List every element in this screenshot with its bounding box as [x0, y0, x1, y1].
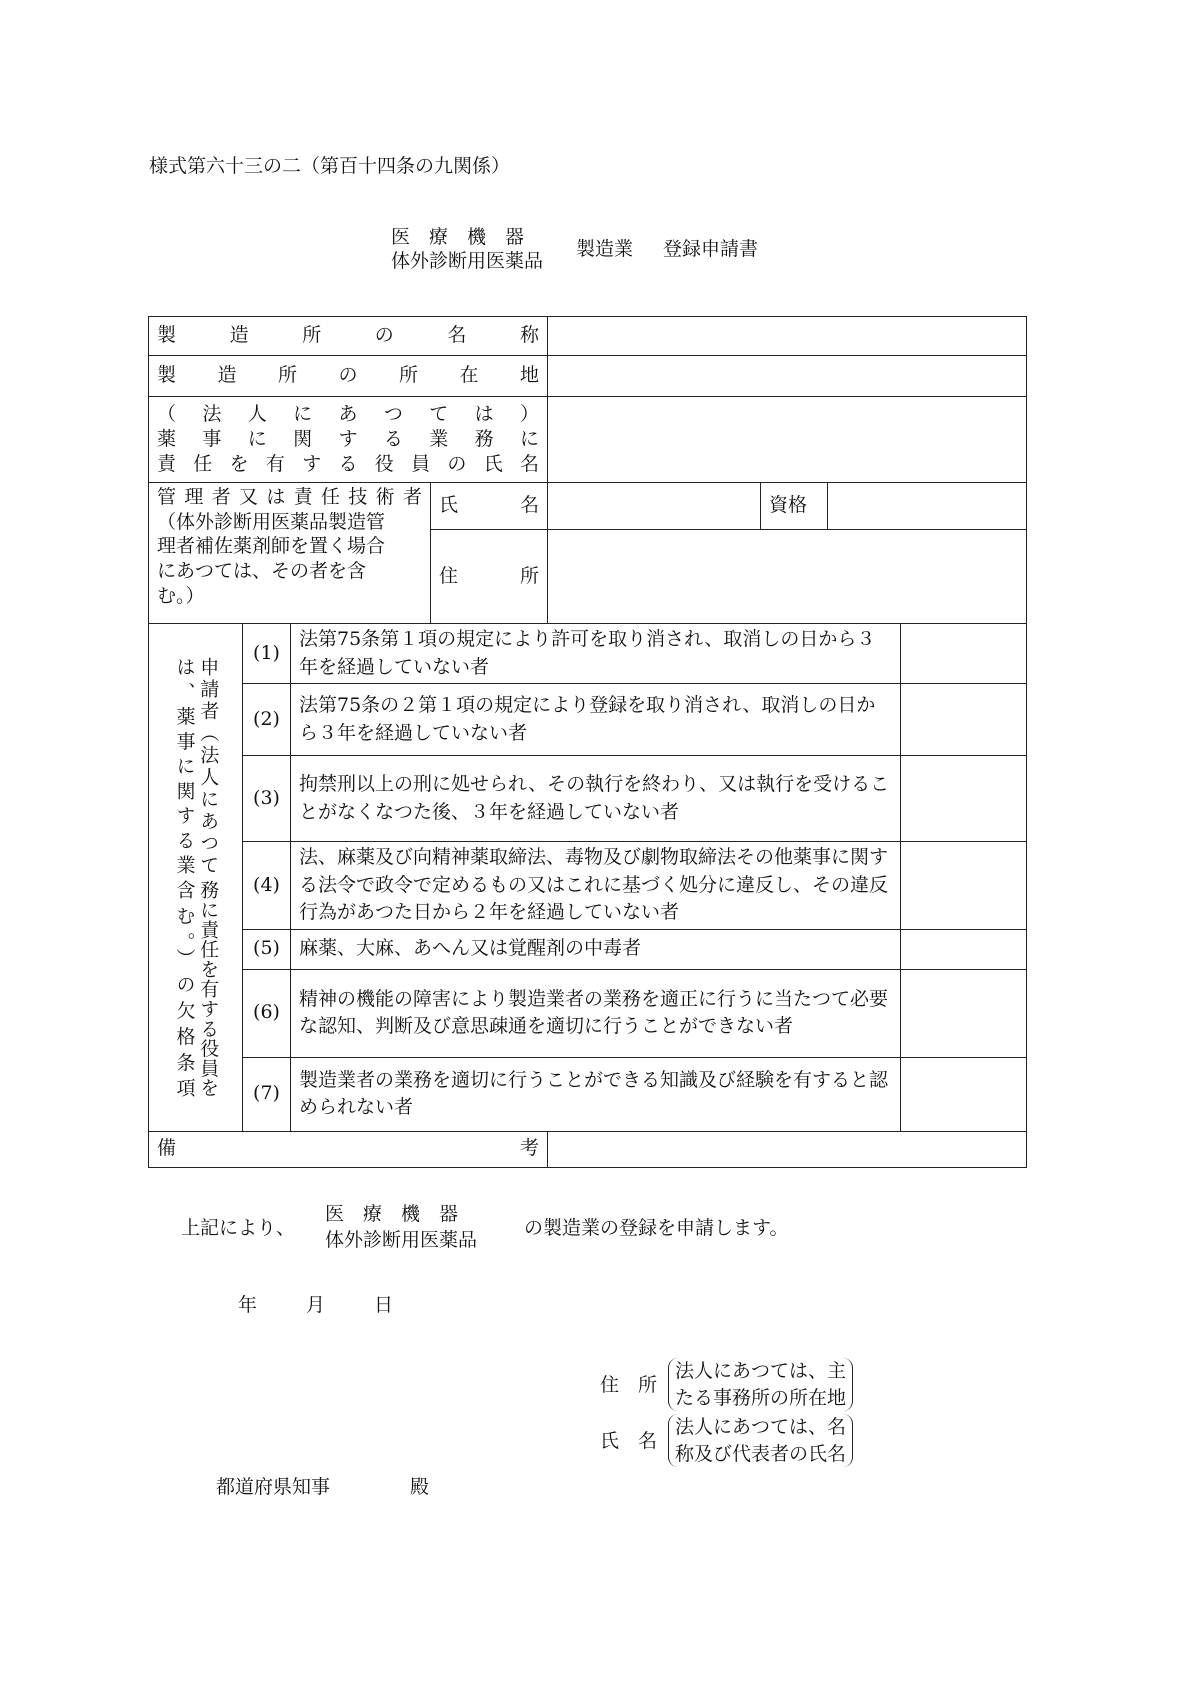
manager-label: [149, 483, 431, 624]
item-answer-field[interactable]: [901, 842, 1027, 930]
officer-label-line: 薬事に関する業務に: [157, 428, 540, 451]
qualification-label: 資格: [761, 483, 828, 530]
officer-label-line: （法人にあつては）: [157, 403, 540, 426]
title-option-ivd: 体外診断用医薬品: [391, 250, 544, 272]
declaration-option-medical-device: 医 療 機 器: [325, 1203, 459, 1225]
item-answer-field[interactable]: [901, 684, 1027, 756]
manager-name-field[interactable]: [548, 483, 761, 530]
officer-label: [149, 397, 548, 483]
declaration-prefix: 上記により、: [181, 1217, 296, 1239]
title-manufacturing: 製造業: [576, 238, 634, 260]
manager-label-line: む。）: [157, 584, 205, 607]
disqualification-label-line: 申請者（法人にあつては、薬事に関する業: [173, 657, 220, 875]
manager-label-line: （体外診断用医薬品製造管: [157, 510, 386, 533]
application-table: [148, 316, 1027, 1168]
manager-name-label: 氏名: [431, 483, 548, 530]
item-text: 麻薬、大麻、あへん又は覚醒剤の中毒者: [291, 929, 901, 969]
qualification-field[interactable]: [828, 483, 1027, 530]
date-year: 年: [238, 1294, 258, 1316]
item-number: (3): [243, 756, 291, 842]
remarks-field[interactable]: [548, 1131, 1027, 1167]
applicant-address-note: [668, 1358, 853, 1411]
item-number: (2): [243, 684, 291, 756]
declaration-suffix: の製造業の登録を申請します。: [524, 1217, 789, 1239]
manager-address-label: 住所: [431, 530, 548, 624]
facility-address-field[interactable]: [548, 356, 1027, 397]
item-text: 精神の機能の障害により製造業者の業務を適正に行うに当たつて必要な認知、判断及び意思疎通を適切に行うことができない者: [291, 969, 901, 1057]
addressee-title: 都道府県知事: [216, 1476, 331, 1498]
applicant-address-note-line: たる事務所の所在地: [675, 1386, 847, 1409]
facility-name-field[interactable]: [548, 317, 1027, 356]
item-answer-field[interactable]: [901, 929, 1027, 969]
item-answer-field[interactable]: [901, 624, 1027, 684]
disqualification-label-line: 務に責任を有する役員を含む。）の欠格条項: [173, 880, 220, 1098]
applicant-name-note: [668, 1414, 853, 1467]
officer-name-field[interactable]: [548, 397, 1027, 483]
date-day: 日: [374, 1294, 394, 1316]
disqualification-label: [149, 624, 243, 1132]
applicant-name-note-line: 法人にあつては、名: [675, 1416, 847, 1438]
title-registration-application: 登録申請書: [663, 238, 759, 260]
item-answer-field[interactable]: [901, 756, 1027, 842]
item-answer-field[interactable]: [901, 969, 1027, 1057]
officer-label-line: 責任を有する役員の氏名: [157, 452, 540, 475]
item-answer-field[interactable]: [901, 1057, 1027, 1131]
item-text: 法第75条第１項の規定により許可を取り消され、取消しの日から３年を経過していない者: [291, 624, 901, 684]
item-number: (6): [243, 969, 291, 1057]
manager-address-field[interactable]: [548, 530, 1027, 624]
item-text: 法第75条の２第１項の規定により登録を取り消され、取消しの日から３年を経過していない者: [291, 684, 901, 756]
item-text: 法、麻薬及び向精神薬取締法、毒物及び劇物取締法その他薬事に関する法令で政令で定めるもの又はこれに基づく処分に違反し、その違反行為があつた日から２年を経過していない者: [291, 842, 901, 930]
facility-name-label: 製造所の名称: [149, 317, 548, 356]
form-number: 様式第六十三の二（第百十四条の九関係）: [149, 155, 511, 177]
title-option-medical-device: 医 療 機 器: [391, 226, 525, 248]
declaration-option-ivd: 体外診断用医薬品: [325, 1229, 478, 1251]
item-text: 拘禁刑以上の刑に処せられ、その執行を終わり、又は執行を受けることがなくなつた後、３年を経過していない者: [291, 756, 901, 842]
manager-label-line: 管理者又は責任技術者: [157, 486, 422, 508]
applicant-name-label: 氏 名: [600, 1430, 658, 1452]
item-number: (5): [243, 929, 291, 969]
item-text: 製造業者の業務を適切に行うことができる知識及び経験を有すると認められない者: [291, 1057, 901, 1131]
item-number: (7): [243, 1057, 291, 1131]
date-month: 月: [306, 1294, 326, 1316]
facility-address-label: 製造所の所在地: [149, 356, 548, 397]
applicant-address-label: 住 所: [600, 1374, 658, 1396]
item-number: (1): [243, 624, 291, 684]
manager-label-line: にあつては、その者を含: [157, 560, 367, 583]
addressee-honorific: 殿: [410, 1476, 430, 1498]
applicant-name-note-line: 称及び代表者の氏名: [675, 1442, 847, 1465]
manager-label-line: 理者補佐薬剤師を置く場合: [157, 535, 386, 558]
applicant-address-note-line: 法人にあつては、主: [675, 1360, 847, 1382]
remarks-label: 備考: [149, 1131, 548, 1167]
item-number: (4): [243, 842, 291, 930]
